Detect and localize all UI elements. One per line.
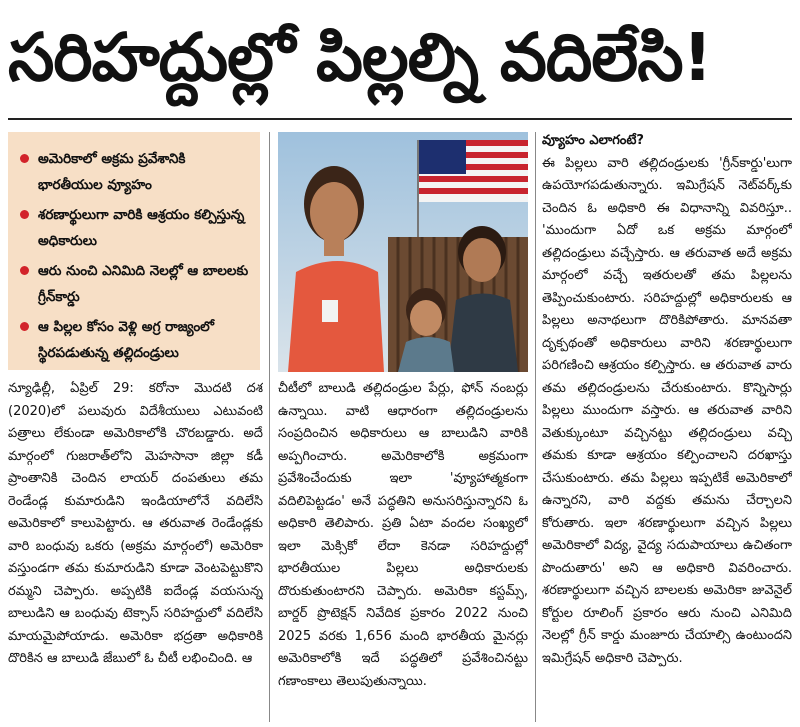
headline-rule bbox=[8, 118, 792, 120]
column-divider bbox=[535, 132, 536, 722]
highlight-item bbox=[18, 146, 252, 198]
article-text: న్యూఢిల్లీ, ఏప్రిల్ 29: కరోనా మొదటి దశ (2020)లో పలువురు విదేశీయులు ఎటువంటి పత్రాలు లేకుండా అమెరికాలోకి చొరబడ్డారు. అదే మార్గంలో గుజరాత్‌లోని మెహసానా జిల్లా కడీ ప్రాంతానికి చెందిన లాయర్ దంపతులు తమ రెండేండ్ల కుమారుడిని ఇండియాలోనే వదిలేసి అమెరికాలో కాలుపెట్టారు. ఆ తరువాత రెండేండ్లకు వారి బంధువు ఒకరు (అక్రమ మార్గంలో) అమెరికా వస్తుండగా తమ కుమారుడిని కూడా వెంటపెట్టుకొని రమ్మని చెప్పారు. అప్పటికి ఐదేండ్ల వయసున్న బాలుడిని ఆ బంధువు టెక్సాస్ సరిహద్దులో వదిలేసి మాయమైపోయాడు. అమెరికా భద్రతా అధికారికి దొరికిన ఆ బాలుడి జేబులో ఓ చీటీ లభించింది. ఆ bbox=[8, 381, 263, 666]
article-text: ఈ పిల్లలు వారి తల్లిదండ్రులకు 'గ్రీన్‌కార్డు'లుగా ఉపయోగపడుతున్నారు. ఇమిగ్రేషన్ నెట్‌వర్క్‌కు చెందిన ఓ అధికారి ఈ విధానాన్ని వివరిస్తూ.. 'ముందుగా ఏదో ఒక అక్రమ మార్గంలో తల్లిదండ్రులు వచ్చేస్తారు. ఆ తరువాత అదే అక్రమ మార్గంలో వచ్చే ఇతరులతో తమ పిల్లలను తెప్పించుకుంటారు. సరిహద్దుల్లో అధికారులకు ఆ పిల్లలు అనాథలుగా దొరికిపోతారు. మానవతా దృక్పథంతో అధికారులు వారిని శరణార్థులుగా పరిగణించి ఆశ్రయం కల్పిస్తారు. ఆ తరువాత వారు తమ తల్లిదండ్రులను చేరుకుంటారు. కొన్నిసార్లు పిల్లలు ముందుగా వస్తారు. ఆ తరువాత వారిని వెతుక్కుంటూ వచ్చినట్టు తల్లిదండ్రులు వచ్చి తమకు కూడా ఆశ్రయం కల్పించాలని దరఖాస్తు చేసుకుంటారు. తమ పిల్లలు ఇప్పటికే అమెరికాలో ఉన్నారని, వారి వద్దకు తమను చేర్చాలని కోరుతారు. ఇలా శరణార్థులుగా వచ్చిన పిల్లలు అమెరికాలో విద్య, వైద్య సదుపాయాలు ఉచితంగా పొందుతారు' అని ఆ అధికారి వివరించారు. శరణార్థులుగా వచ్చిన బాలలకు అమెరికా జువెనైల్ కోర్టుల రూలింగ్ ప్రకారం ఆరు నుంచి ఎనిమిది నెలల్లో గ్రీన్ కార్డు మంజూరు చేయాల్సి ఉంటుందని ఇమిగ్రేషన్ అధికారి చెప్పారు. bbox=[542, 155, 792, 666]
highlight-item bbox=[18, 202, 252, 254]
headline: సరిహద్దుల్లో పిల్లల్ని వదిలేసి! bbox=[8, 19, 712, 96]
article-column-3 bbox=[542, 130, 792, 723]
column-divider bbox=[269, 132, 270, 722]
highlight-text: శరణార్థులుగా వారికి ఆశ్రయం కల్పిస్తున్న అధికారులు bbox=[38, 207, 245, 249]
bullet-dot-icon bbox=[20, 154, 29, 163]
children-at-border-photo-icon bbox=[278, 132, 528, 372]
highlight-text: అమెరికాలో అక్రమ ప్రవేశానికి భారతీయుల వ్యూహం bbox=[38, 151, 186, 193]
bullet-dot-icon bbox=[20, 210, 29, 219]
highlight-item bbox=[18, 258, 252, 310]
highlight-text: ఆ పిల్లల కోసం వెళ్లి అగ్ర రాజ్యంలో స్థిరపడుతున్న తల్లిదండ్రులు bbox=[38, 319, 215, 361]
highlight-text: ఆరు నుంచి ఎనిమిది నెలల్లో ఆ బాలలకు గ్రీన్‌కార్డు bbox=[38, 263, 249, 305]
bullet-dot-icon bbox=[20, 266, 29, 275]
subheading: వ్యూహం ఎలాగంటే? bbox=[542, 133, 644, 148]
highlights-box bbox=[8, 132, 260, 370]
bullet-dot-icon bbox=[20, 322, 29, 331]
highlight-item bbox=[18, 314, 252, 366]
article-column-1 bbox=[8, 378, 263, 723]
news-photo bbox=[278, 132, 528, 372]
article-text: చీటీలో బాలుడి తల్లిదండ్రుల పేర్లు, ఫోన్ నంబర్లు ఉన్నాయి. వాటి ఆధారంగా తల్లిదండ్రులను సంప్రదించిన అధికారులు ఆ బాలుడిని వారికి అప్పగించారు. అమెరికాలోకి అక్రమంగా ప్రవేశించేందుకు ఇలా 'వ్యూహాత్మకంగా వదిలిపెట్టడం' అనే పద్ధతిని అనుసరిస్తున్నారని ఓ అధికారి తెలిపారు. ప్రతి ఏటా వందల సంఖ్యలో ఇలా మెక్సికో లేదా కెనడా సరిహద్దుల్లో భారతీయుల పిల్లలు అధికారులకు దొరుకుతుంటారని చెప్పారు. అమెరికా కస్టమ్స్, బార్డర్ ప్రొటెక్షన్ నివేదిక ప్రకారం 2022 నుంచి 2025 వరకు 1,656 మంది భారతీయ మైనర్లు అమెరికాలోకి ఇదే పద్ధతిలో ప్రవేశించినట్టు గణాంకాలు తెలుపుతున్నాయి. bbox=[278, 381, 528, 689]
article-column-2 bbox=[278, 378, 528, 723]
